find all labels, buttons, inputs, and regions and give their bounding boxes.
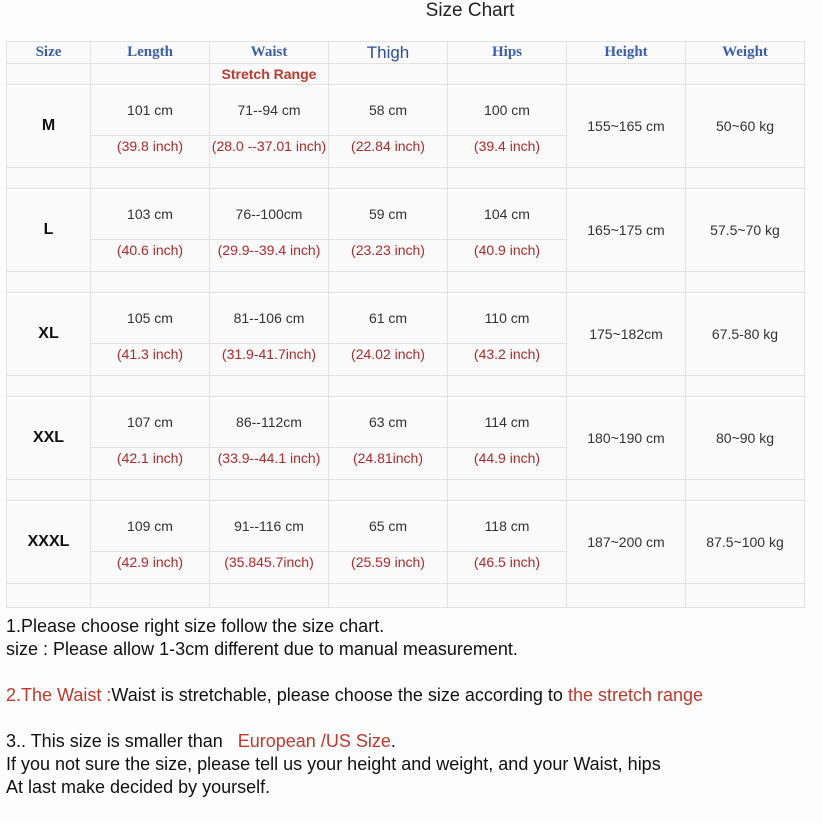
spacer-row [7,480,805,501]
page-title: Size Chart [425,0,515,21]
weight-cell: 87.5~100 kg [686,501,805,584]
weight-cell: 57.5~70 kg [686,189,805,272]
spacer-row [7,272,805,293]
size-cell: XXXL [7,501,91,584]
height-cell: 187~200 cm [567,501,686,584]
length-cm: 109 cm [91,501,210,552]
spacer-row [7,168,805,189]
weight-cell: 67.5-80 kg [686,293,805,376]
hips-cm: 118 cm [448,501,567,552]
length-inch: (40.6 inch) [91,240,210,272]
col-header-waist: Waist [210,42,329,64]
waist-inch: (31.9-41.7inch) [210,344,329,376]
hips-inch: (43.2 inch) [448,344,567,376]
hips-cm: 104 cm [448,189,567,240]
waist-inch: (33.9--44.1 inch) [210,448,329,480]
hips-inch: (40.9 inch) [448,240,567,272]
spacer-row [7,584,805,608]
hips-inch: (44.9 inch) [448,448,567,480]
waist-cm: 86--112cm [210,397,329,448]
thigh-inch: (23.23 inch) [329,240,448,272]
hips-inch: (46.5 inch) [448,552,567,584]
size-cell: L [7,189,91,272]
stretch-row [7,64,805,85]
note-3-red: European /US Size [237,731,391,751]
waist-inch: (35.845.7inch) [210,552,329,584]
length-inch: (41.3 inch) [91,344,210,376]
hips-cm: 110 cm [448,293,567,344]
size-chart-table [6,41,805,608]
thigh-cm: 65 cm [329,501,448,552]
col-header-height: Height [567,42,686,64]
table-row [7,397,805,448]
height-cell: 180~190 cm [567,397,686,480]
thigh-inch: (22.84 inch) [329,136,448,168]
thigh-cm: 63 cm [329,397,448,448]
table-row [7,189,805,240]
col-header-hips: Hips [448,42,567,64]
note-2 [6,684,818,707]
length-cm: 107 cm [91,397,210,448]
size-cell: XXL [7,397,91,480]
weight-cell: 50~60 kg [686,85,805,168]
hips-cm: 100 cm [448,85,567,136]
table-row [7,293,805,344]
size-cell: XL [7,293,91,376]
waist-cm: 71--94 cm [210,85,329,136]
note-3b: If you not sure the size, please tell us your height and weight, and your Waist, hips [6,754,661,774]
spacer-row [7,376,805,397]
waist-cm: 81--106 cm [210,293,329,344]
note-1b: size : Please allow 1-3cm different due to manual measurement. [6,639,518,659]
table-row [7,85,805,136]
thigh-inch: (24.02 inch) [329,344,448,376]
note-3c: At last make decided by yourself. [6,777,271,797]
col-header-weight: Weight [686,42,805,64]
height-cell: 165~175 cm [567,189,686,272]
thigh-inch: (25.59 inch) [329,552,448,584]
table-row [7,501,805,552]
size-notes [6,615,818,799]
length-inch: (39.8 inch) [91,136,210,168]
hips-inch: (39.4 inch) [448,136,567,168]
length-inch: (42.1 inch) [91,448,210,480]
note-3-end: . [390,731,396,751]
length-cm: 101 cm [91,85,210,136]
thigh-cm: 59 cm [329,189,448,240]
header-row [7,42,805,64]
length-cm: 105 cm [91,293,210,344]
waist-inch: (29.9--39.4 inch) [210,240,329,272]
thigh-inch: (24.81inch) [329,448,448,480]
note-2-label: 2.The Waist : [6,685,112,705]
thigh-cm: 61 cm [329,293,448,344]
hips-cm: 114 cm [448,397,567,448]
note-3-text: 3.. This size is smaller than [6,731,238,751]
col-header-length: Length [91,42,210,64]
weight-cell: 80~90 kg [686,397,805,480]
note-3 [6,730,818,753]
length-cm: 103 cm [91,189,210,240]
note-2-stretch-range: the stretch range [567,685,704,705]
stretch-range-label: Stretch Range [210,64,329,85]
thigh-cm: 58 cm [329,85,448,136]
col-header-size: Size [7,42,91,64]
size-cell: M [7,85,91,168]
note-1: 1.Please choose right size follow the size chart. [6,616,385,636]
length-inch: (42.9 inch) [91,552,210,584]
col-header-thigh: Thigh [329,42,448,64]
height-cell: 155~165 cm [567,85,686,168]
waist-cm: 91--116 cm [210,501,329,552]
height-cell: 175~182cm [567,293,686,376]
waist-cm: 76--100cm [210,189,329,240]
waist-inch: (28.0 --37.01 inch) [210,136,329,168]
note-2-text: Waist is stretchable, please choose the size according to [111,685,568,705]
